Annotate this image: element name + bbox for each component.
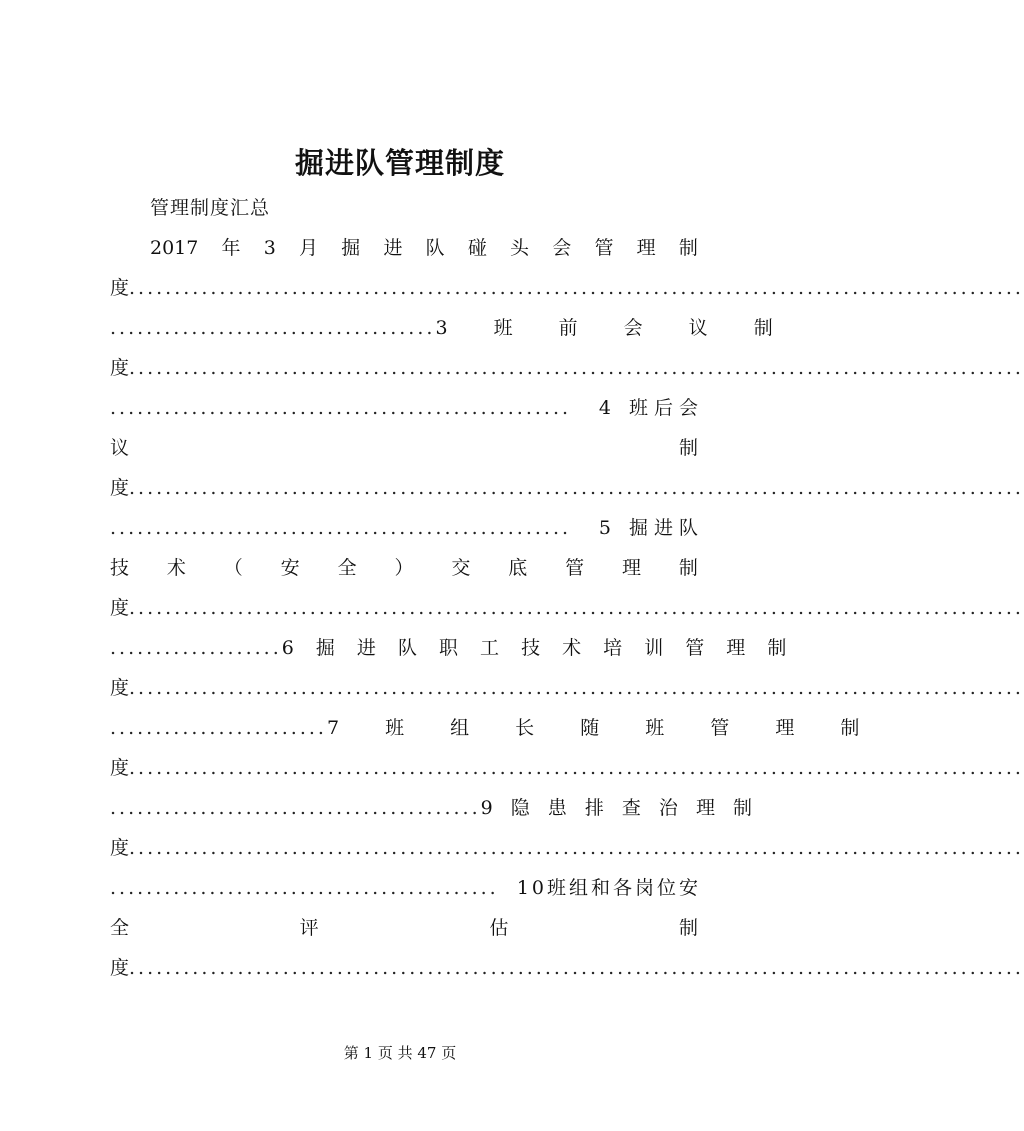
toc-line-14: 度 ................................................................................................... xyxy=(110,757,1024,779)
toc-line-2: 度 ................................................................................................... xyxy=(110,277,1024,299)
toc-line-19: 度 ................................................................................................... xyxy=(110,957,1024,979)
page-footer: 第 1 页 共 47 页 xyxy=(343,1044,457,1062)
toc-line-15: ......................................... 9 隐 患 排 查 治 理 制 xyxy=(110,797,758,819)
toc-line-10: 度 ................................................................................................... xyxy=(110,597,1024,619)
toc-line-16: 度 ................................................................................................... xyxy=(110,837,1024,859)
toc-line-18: 全 评 估 制 xyxy=(110,917,698,939)
toc-line-11: ................... 6 掘 进 队 职 工 技 术 培 训 管 理 制 xyxy=(110,637,795,659)
page-title: 掘进队管理制度 xyxy=(294,146,505,180)
toc-line-9: 技 术 （ 安 全 ） 交 底 管 理 制 xyxy=(110,557,698,579)
toc-line-8: ................................................... 5 掘进队 xyxy=(110,517,704,539)
toc-line-5: ................................................... 4 班后会 xyxy=(110,397,704,419)
toc-line-1: 2017 年 3 月 掘 进 队 碰 头 会 管 理 制 xyxy=(150,237,698,259)
toc-line-4: 度 ................................................................................................... xyxy=(110,357,1024,379)
toc-line-12: 度 ................................................................................................... xyxy=(110,677,1024,699)
toc-line-13: ........................ 7 班 组 长 随 班 管 理 制 xyxy=(110,717,880,739)
toc-line-17: ........................................... 10班组和各岗位安 xyxy=(110,877,701,899)
toc-line-3: .................................... 3 班 前 会 议 制 xyxy=(110,317,793,339)
section-subtitle: 管理制度汇总 xyxy=(150,197,271,219)
toc-line-6: 议 制 xyxy=(110,437,698,459)
toc-line-7: 度 ................................................................................................... xyxy=(110,477,1024,499)
